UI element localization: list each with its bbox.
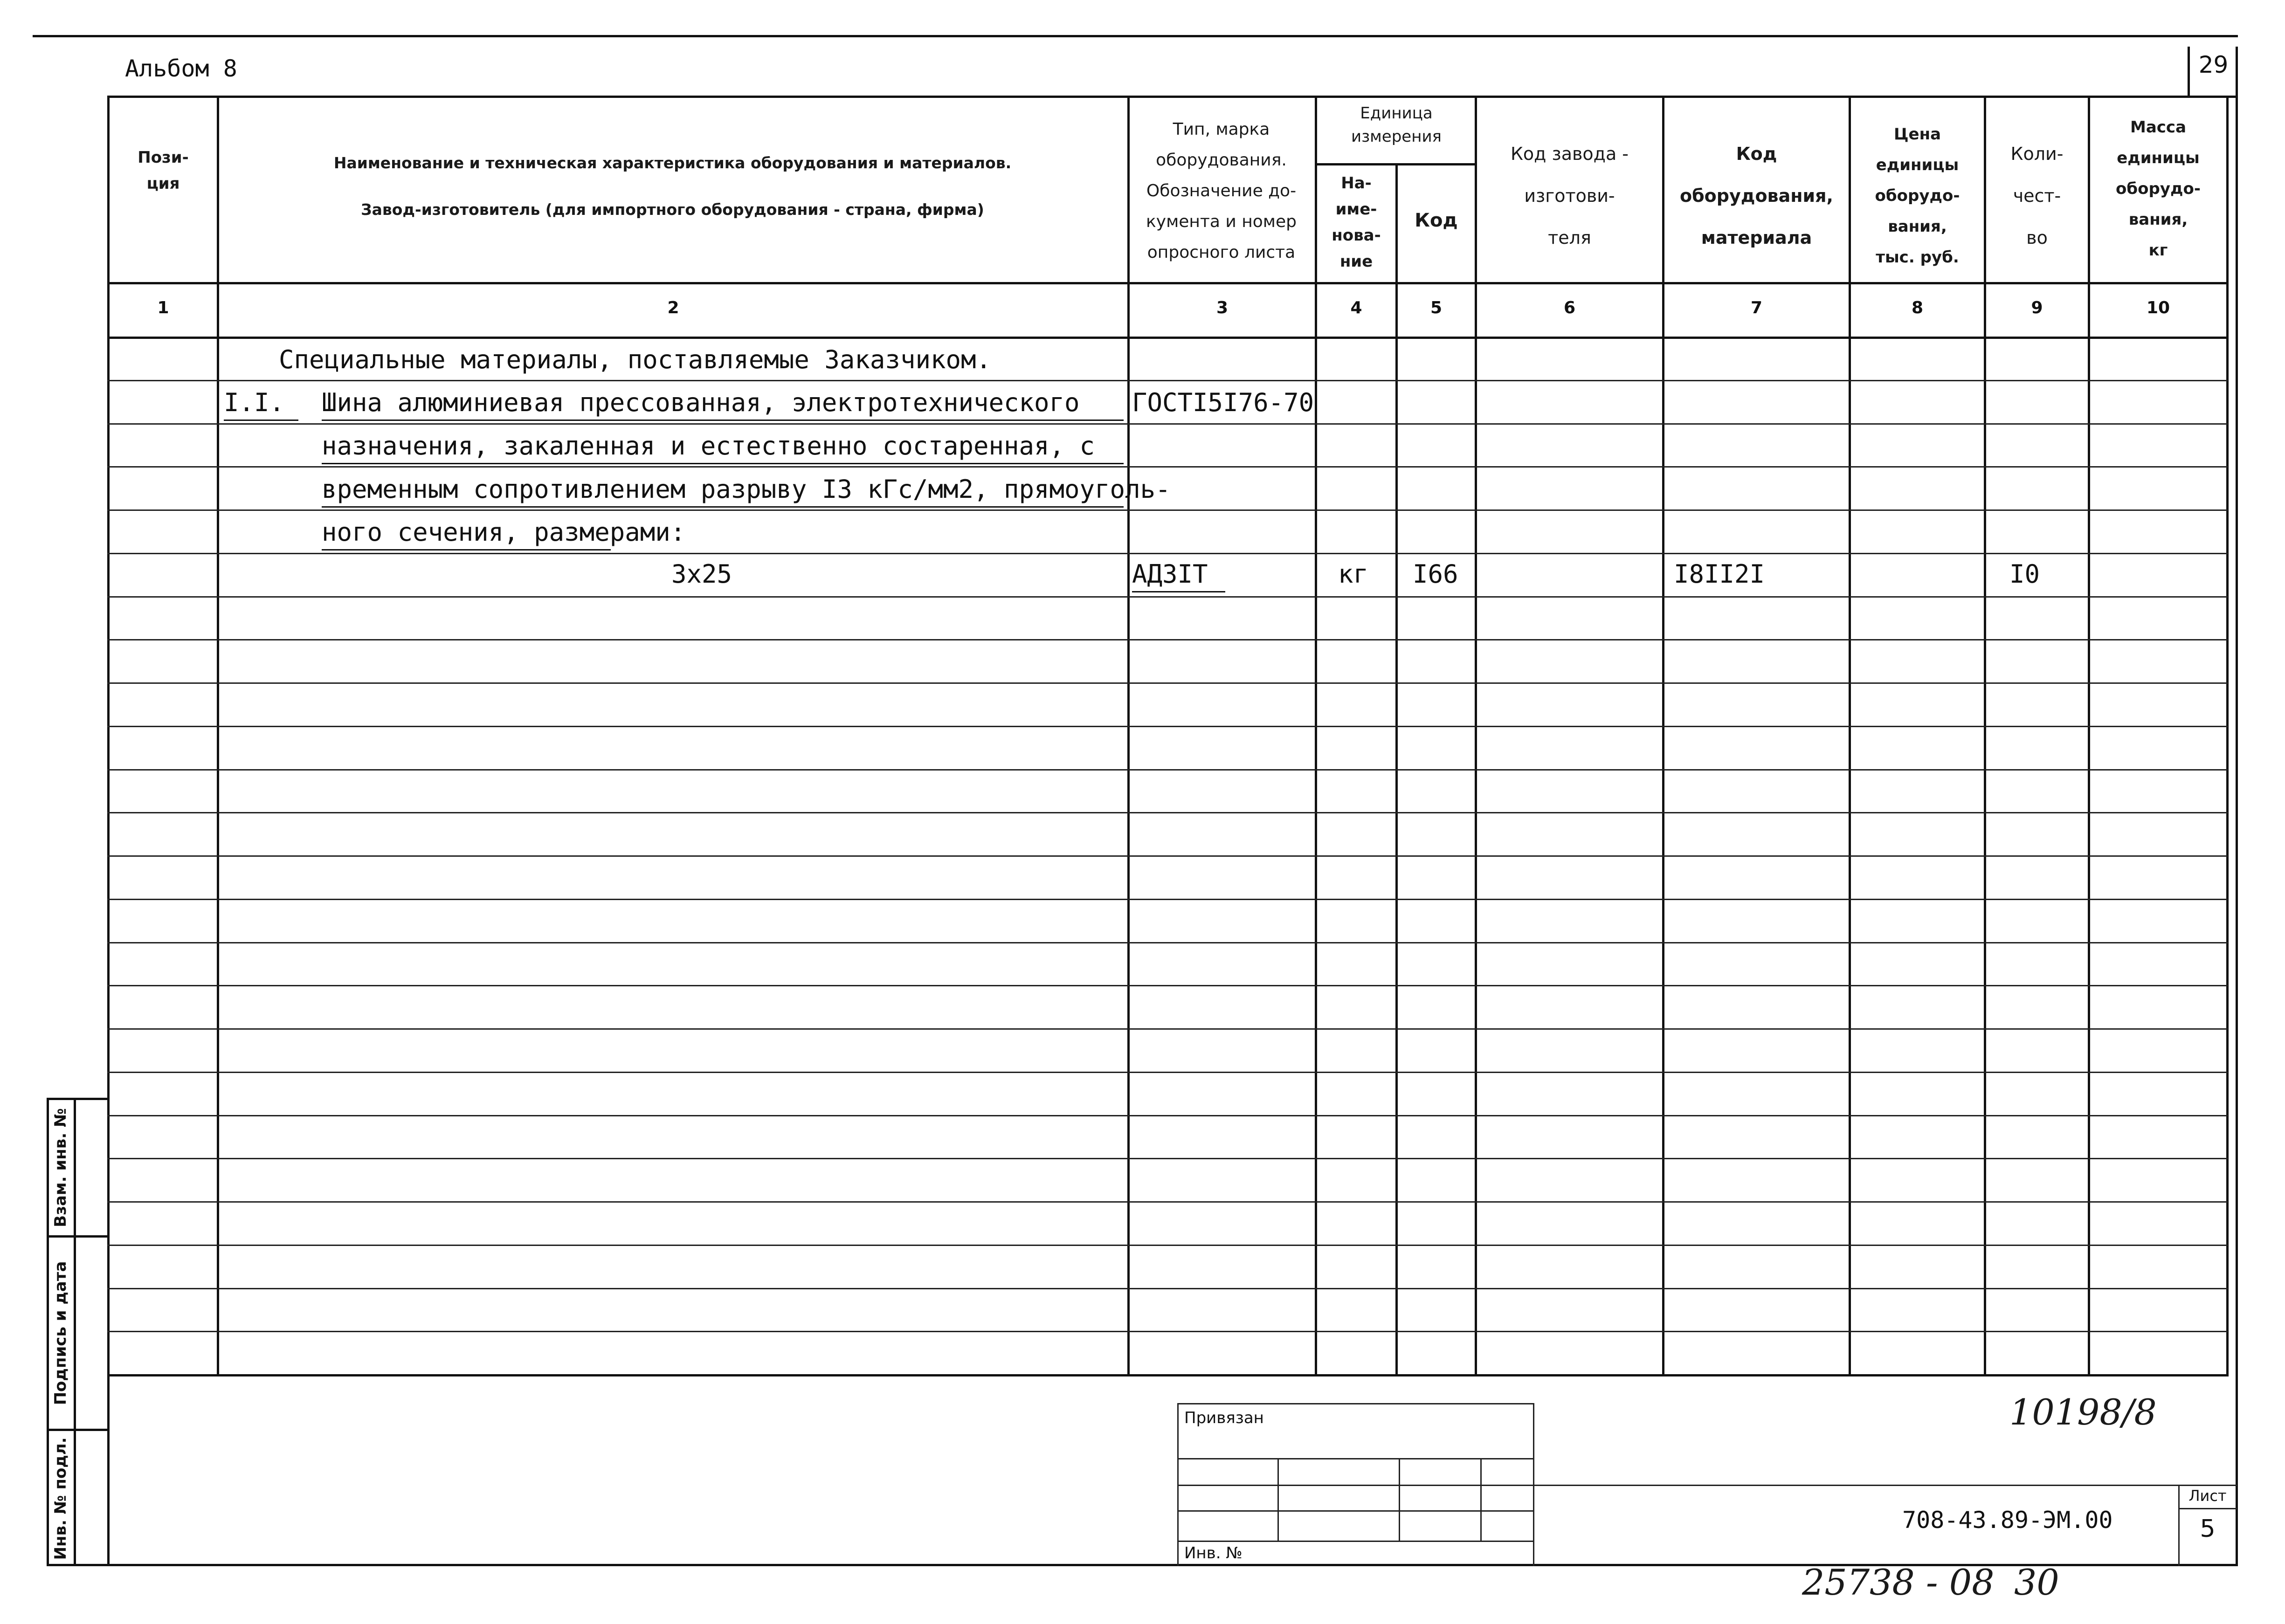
header-quantity: [1986, 133, 2088, 259]
header-equipment-code-line3: материала: [1701, 227, 1812, 248]
row-line: [107, 855, 2228, 857]
row-line: [107, 1331, 2228, 1332]
row-4-name-underline: [322, 506, 1124, 508]
row-line: [107, 1028, 2228, 1030]
col-sep-6: [1662, 96, 1664, 1375]
side-stamp-replacement: Взам. инв. №: [51, 1108, 70, 1227]
row-6-unit-code: I66: [1413, 559, 1458, 589]
header-mass-line2: единицы: [2117, 149, 2200, 167]
row-line: [107, 596, 2228, 598]
side-strip-mid: [74, 1098, 76, 1566]
col-num-1: 1: [157, 298, 169, 317]
row-2-position: I.I.: [224, 388, 285, 417]
row-line: [107, 553, 2228, 554]
sheet-number: 5: [2200, 1515, 2216, 1543]
title-block-col-1: [1277, 1458, 1279, 1542]
col-num-10: 10: [2146, 298, 2170, 317]
row-3-name: назначения, закаленная и естественно состаренная, с: [322, 431, 1095, 461]
row-6-type: АДЗIТ: [1132, 559, 1208, 589]
page-number-box-left: [2188, 47, 2190, 98]
col-num-2: 2: [667, 298, 679, 317]
row-line: [107, 1072, 2228, 1073]
side-stamp-original-inv: Инв. № подл.: [51, 1437, 70, 1560]
doc-code: 708-43.89-ЭМ.00: [1902, 1507, 2113, 1534]
row-2-name-underline: [322, 420, 1124, 421]
row-line: [107, 726, 2228, 727]
row-6-equipment-code: I8II2I: [1674, 559, 1765, 589]
row-line: [107, 639, 2228, 640]
row-line: [107, 466, 2228, 468]
header-type-line4: кумента и номер: [1146, 212, 1297, 231]
col-num-3: 3: [1216, 298, 1229, 317]
header-name: [219, 140, 1126, 233]
table-top-border: [107, 96, 2229, 98]
row-6-name: 3х25: [671, 559, 732, 589]
album-label: Альбом 8: [125, 55, 237, 82]
row-line: [107, 985, 2228, 986]
row-5-name-underline: [322, 549, 611, 551]
row-line: [107, 812, 2228, 813]
col-num-5: 5: [1430, 298, 1443, 317]
unit-group-divider: [1315, 163, 1476, 165]
header-mass: [2090, 112, 2226, 266]
header-name-line1: Наименование и техническая характеристика оборудования и материалов.: [333, 154, 1012, 172]
header-unit-name: [1317, 170, 1395, 275]
row-5-name: ного сечения, размерами:: [322, 517, 686, 547]
header-mass-line4: вания,: [2128, 210, 2188, 229]
column-numbers-bottom-border: [107, 337, 2229, 339]
header-unit-group-line1: Единица: [1360, 104, 1433, 123]
row-line: [107, 1288, 2228, 1289]
row-line: [107, 682, 2228, 684]
header-unit-name-line3: нова-: [1332, 226, 1381, 245]
row-2-type: ГОСТI5I76-70: [1132, 388, 1314, 417]
header-equipment-code-line2: оборудования,: [1680, 186, 1833, 206]
header-price-line3: оборудо-: [1875, 186, 1960, 205]
col-sep-7: [1849, 96, 1851, 1375]
header-name-line2: Завод-изготовитель (для импортного оборудования - страна, фирма): [361, 200, 984, 219]
row-line: [107, 899, 2228, 900]
sheet-box-divider: [2178, 1508, 2237, 1509]
header-type-line1: Тип, марка: [1173, 120, 1270, 139]
header-quantity-line1: Коли-: [2010, 144, 2064, 164]
col-sep-1: [217, 96, 219, 1375]
side-stamp-signature-date: Подпись и дата: [51, 1261, 70, 1405]
header-position-line2: ция: [146, 174, 180, 193]
title-block-top: [1177, 1403, 1534, 1404]
title-block-col-3: [1480, 1458, 1482, 1542]
header-type-line3: Обозначение до-: [1146, 181, 1297, 200]
row-line: [107, 509, 2228, 511]
header-type-line5: опросного листа: [1147, 243, 1296, 262]
header-mass-line1: Масса: [2130, 118, 2187, 137]
row-6-quantity: I0: [2009, 559, 2040, 589]
row-6-unit-name: кг: [1338, 559, 1369, 589]
approved-label: Привязан: [1184, 1409, 1264, 1427]
handwritten-ref-top: 10198/8: [2009, 1391, 2157, 1433]
header-maker-code: [1477, 133, 1662, 259]
header-equipment-code-line1: Код: [1736, 144, 1777, 164]
header-unit-name-line2: име-: [1335, 200, 1377, 219]
row-line: [107, 769, 2228, 771]
header-price-line2: единицы: [1876, 156, 1959, 174]
header-price: [1851, 119, 1984, 273]
header-maker-code-line2: изготови-: [1524, 186, 1615, 206]
col-num-9: 9: [2031, 298, 2043, 317]
row-line: [107, 942, 2228, 943]
row-1-name: Специальные материалы, поставляемые Заказчиком.: [279, 345, 992, 374]
col-num-7: 7: [1750, 298, 1763, 317]
header-bottom-border: [107, 282, 2229, 284]
header-unit-name-line1: На-: [1341, 174, 1372, 193]
header-unit-group-line2: измерения: [1351, 127, 1442, 146]
row-line: [107, 423, 2228, 425]
row-line: [107, 380, 2228, 381]
header-equipment-code: [1664, 133, 1849, 259]
header-mass-line3: оборудо-: [2116, 179, 2201, 198]
col-sep-2: [1127, 96, 1130, 1375]
header-unit-group: [1317, 102, 1476, 148]
doc-code-top: [1533, 1485, 2237, 1486]
col-sep-8: [1984, 96, 1986, 1375]
row-3-name-underline: [322, 463, 1124, 464]
row-line: [107, 1158, 2228, 1159]
sheet-label: Лист: [2188, 1487, 2227, 1505]
header-mass-line5: кг: [2148, 241, 2168, 260]
row-line: [107, 1245, 2228, 1246]
inv-label: Инв. №: [1184, 1544, 1243, 1562]
col-num-8: 8: [1911, 298, 1924, 317]
header-type-line2: оборудования.: [1156, 151, 1287, 170]
row-6-type-underline: [1132, 591, 1225, 592]
header-price-line4: вания,: [1888, 217, 1947, 236]
header-unit-code: Код: [1415, 210, 1458, 231]
row-2-name: Шина алюминиевая прессованная, электротехнического: [322, 388, 1080, 417]
col-num-6: 6: [1563, 298, 1576, 317]
header-position-line1: Пози-: [138, 148, 189, 167]
header-maker-code-line3: теля: [1548, 227, 1591, 248]
header-price-line1: Цена: [1893, 125, 1941, 144]
page-number: 29: [2198, 51, 2229, 78]
row-4-name: временным сопротивлением разрыву I3 кГс/мм2, прямоуголь-: [322, 475, 1171, 504]
top-border: [33, 35, 2238, 37]
header-type: [1129, 114, 1313, 268]
col-sep-9: [2088, 96, 2090, 1375]
row-2-position-underline: [224, 420, 298, 421]
handwritten-ref-bottom: 25738 - 08: [1802, 1562, 1995, 1603]
row-line: [107, 1115, 2228, 1116]
table-right-border: [2226, 96, 2229, 1375]
page-number-box-right: [2236, 47, 2238, 1566]
header-position: [110, 145, 217, 197]
header-quantity-line2: чест-: [2013, 186, 2061, 206]
header-unit-name-line4: ние: [1339, 252, 1373, 271]
title-block-col-2: [1399, 1458, 1400, 1542]
header-maker-code-line1: Код завода -: [1510, 144, 1629, 164]
header-price-line5: тыс. руб.: [1876, 248, 1959, 267]
table-bottom-border: [107, 1374, 2229, 1376]
row-line: [107, 1201, 2228, 1203]
handwritten-ref-bottom-num: 30: [2014, 1562, 2059, 1603]
col-sep-5: [1475, 96, 1477, 1375]
header-quantity-line3: во: [2026, 227, 2048, 248]
col-sep-3: [1315, 96, 1317, 1375]
col-num-4: 4: [1350, 298, 1362, 317]
